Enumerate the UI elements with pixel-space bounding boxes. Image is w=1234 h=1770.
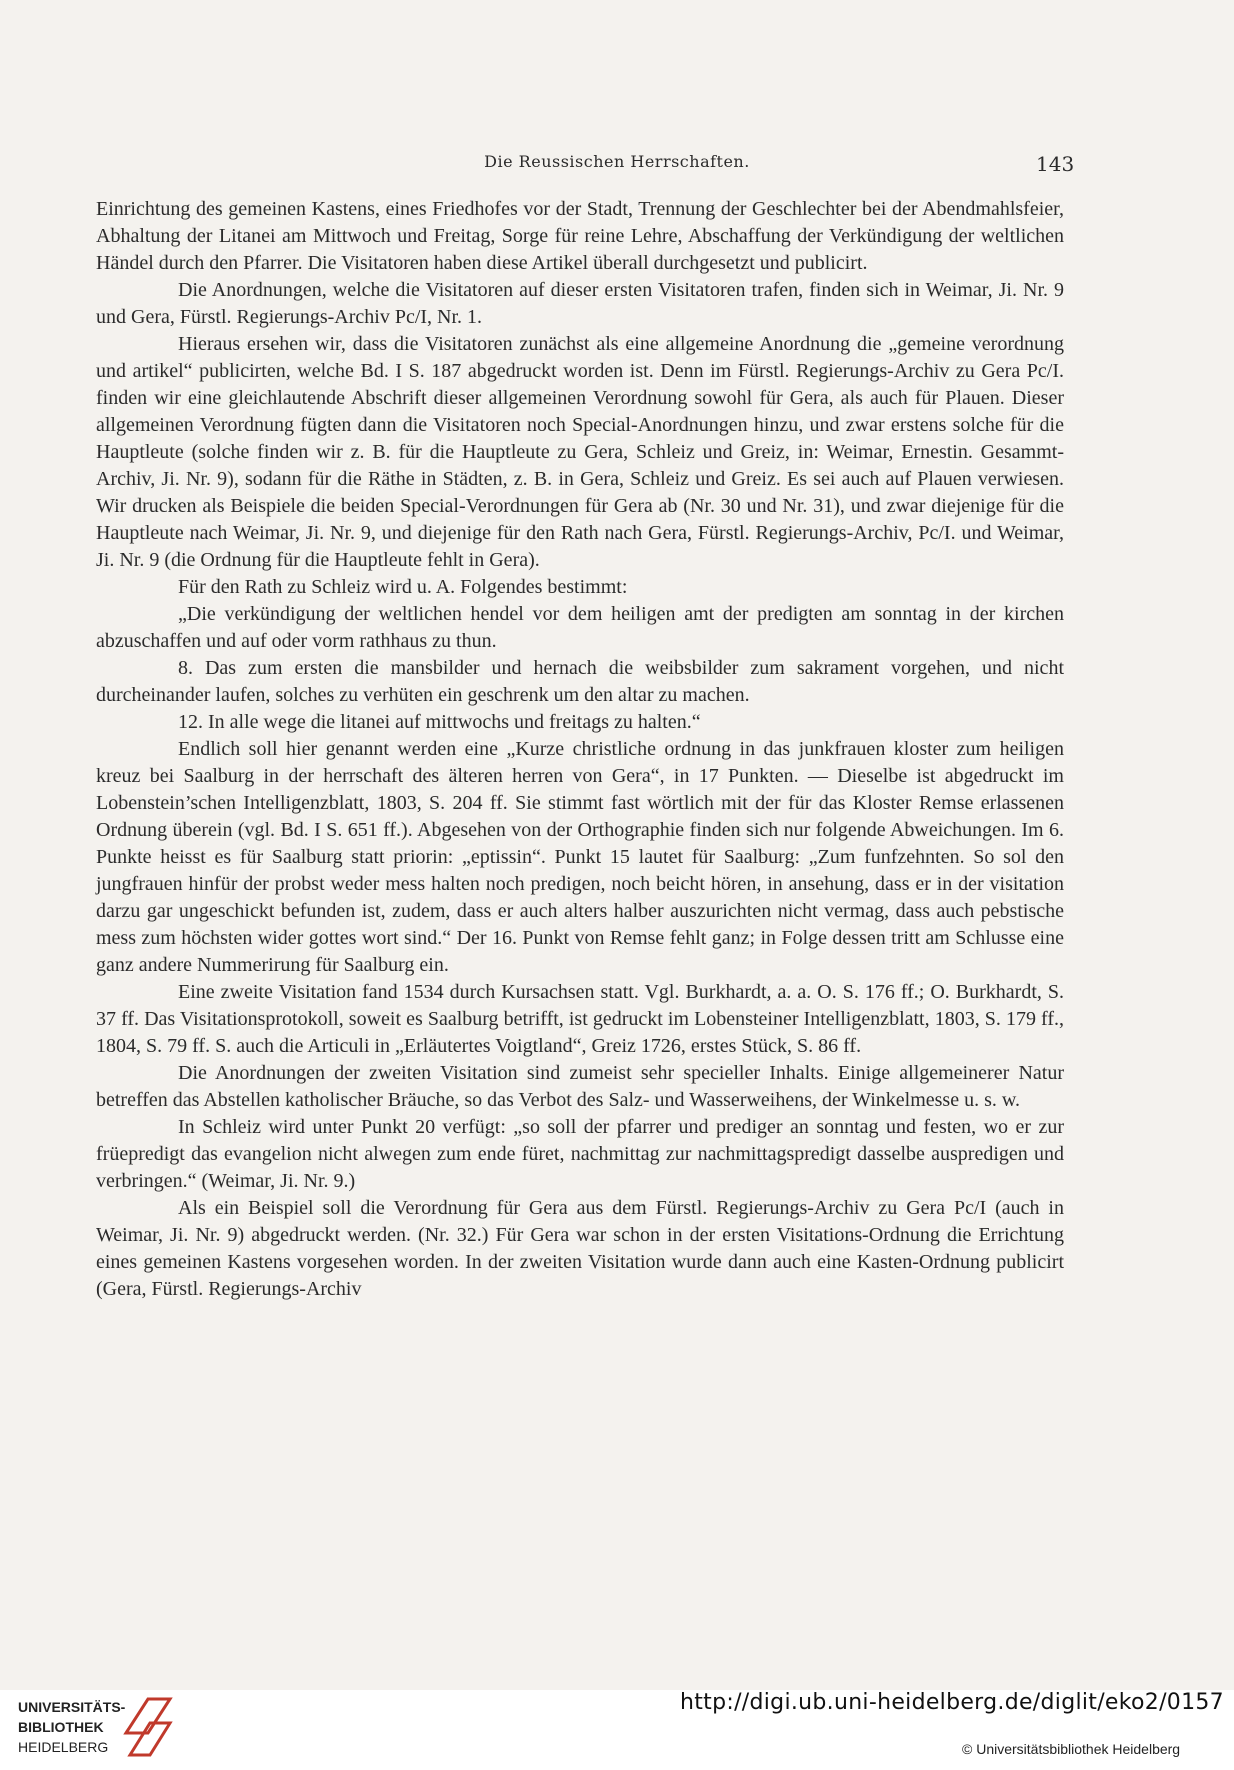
copyright-notice: © Universitätsbibliothek Heidelberg (962, 1741, 1181, 1757)
paragraph: Endlich soll hier genannt werden eine „Kurze christliche ordnung in das junkfrauen kloster zum heiligen kreuz bei Saalburg in der herrschaft des älteren herren von Gera“, in 17 Punkten. — Dieselbe ist abgedruckt im Lobenstein’schen Intelligenzblatt, 1803, S. 204 ff. Sie stimmt fast wörtlich mit der für das Kloster Remse erlassenen Ordnung überein (vgl. Bd. I S. 651 ff.). Abgesehen von der Orthographie finden sich nur folgende Abweichungen. Im 6. Punkte heisst es für Saalburg statt priorin: „eptissin“. Punkt 15 lautet für Saalburg: „Zum funfzehnten. So sol den jungfrauen hinfür der probst weder mess halten noch predigen, noch beicht hören, in ansehung, dass er in der visitation darzu gar ungeschickt befunden ist, zudem, dass er auch alters halber auszurichten nicht vermag, dass auch pebstische mess zum höchsten wider gottes wort sind.“ Der 16. Punkt von Remse fehlt ganz; in Folge dessen tritt am Schlusse eine ganz andere Nummerirung für Saalburg ein. (96, 738, 1064, 976)
paragraph: Die Anordnungen der zweiten Visitation sind zumeist sehr specieller Inhalts. Einige allgemeinerer Natur betreffen das Abstellen katholischer Bräuche, so das Verbot des Salz- und Wasserweihens, der Winkelmesse u. s. w. (96, 1062, 1064, 1111)
library-name-line: HEIDELBERG (18, 1739, 109, 1755)
library-logo[interactable] (18, 1697, 125, 1757)
paragraph: 8. Das zum ersten die mansbilder und hernach die weibsbilder zum sakrament vorgehen, und nicht durcheinander laufen, solches zu verhüten ein geschrenk um den altar zu machen. (96, 657, 1064, 706)
paragraph: Die Anordnungen, welche die Visitatoren auf dieser ersten Visitatoren trafen, finden sich in Weimar, Ji. Nr. 9 und Gera, Fürstl. Regierungs-Archiv Pc/I, Nr. 1. (96, 279, 1064, 328)
permalink-url[interactable]: http://digi.ub.uni-heidelberg.de/diglit/eko2/0157 (680, 1690, 1224, 1715)
library-name-line: UNIVERSITÄTS- (18, 1699, 126, 1715)
paragraph: In Schleiz wird unter Punkt 20 verfügt: „so soll der pfarrer und prediger an sonntag und festen, wo er zur früepredigt das evangelion nicht alwegen zum ende füret, nachmittag zur nachmittagspredigt dasselbe auspredigen und verbringen.“ (Weimar, Ji. Nr. 9.) (96, 1116, 1064, 1192)
paragraph: Hieraus ersehen wir, dass die Visitatoren zunächst als eine allgemeine Anordnung die „gemeine verordnung und artikel“ publicirten, welche Bd. I S. 187 abgedruckt worden ist. Denn im Fürstl. Regierungs-Archiv zu Gera Pc/I. finden wir eine gleichlautende Abschrift dieser allgemeinen Verordnung sowohl für Gera, als auch für Plauen. Dieser allgemeinen Verordnung fügten dann die Visitatoren noch Special-Anordnungen hinzu, und zwar erstens solche für die Hauptleute (solche finden wir z. B. für die Hauptleute zu Gera, Schleiz und Greiz, in: Weimar, Ernestin. Gesammt-Archiv, Ji. Nr. 9), sodann für die Räthe in Städten, z. B. in Gera, Schleiz und Greiz. Es sei auch auf Plauen verwiesen. Wir drucken als Beispiele die beiden Special-Verordnungen für Gera ab (Nr. 30 und Nr. 31), und zwar diejenige für die Hauptleute nach Weimar, Ji. Nr. 9, und diejenige für den Rath nach Gera, Fürstl. Regierungs-Archiv, Pc/I. und Weimar, Ji. Nr. 9 (die Ordnung für die Hauptleute fehlt in Gera). (96, 333, 1064, 571)
running-title: Die Reussischen Herrschaften. (484, 152, 750, 171)
library-emblem-icon (120, 1693, 176, 1761)
paragraph: „Die verkündigung der weltlichen hendel vor dem heiligen amt der predigten am sonntag in der kirchen abzuschaffen und auf oder vorm rathhaus zu thun. (96, 603, 1064, 652)
library-name-line: BIBLIOTHEK (18, 1719, 104, 1735)
paragraph: Als ein Beispiel soll die Verordnung für Gera aus dem Fürstl. Regierungs-Archiv zu Gera Pc/I (auch in Weimar, Ji. Nr. 9) abgedruckt werden. (Nr. 32.) Für Gera war schon in der ersten Visitations-Ordnung die Errichtung eines gemeinen Kastens vorgesehen worden. In der zweiten Visitation wurde dann auch eine Kasten-Ordnung publicirt (Gera, Fürstl. Regierungs-Archiv (96, 1197, 1064, 1300)
paragraph: Einrichtung des gemeinen Kastens, eines Friedhofes vor der Stadt, Trennung der Geschlechter bei der Abendmahlsfeier, Abhaltung der Litanei am Mittwoch und Freitag, Sorge für reine Lehre, Abschaffung der Verkündigung der weltlichen Händel durch den Pfarrer. Die Visitatoren haben diese Artikel überall durchgesetzt und publicirt. (96, 198, 1064, 274)
body-text (96, 196, 1064, 1303)
page-number: 143 (1036, 152, 1075, 176)
paragraph: 12. In alle wege die litanei auf mittwochs und freitags zu halten.“ (178, 711, 701, 733)
paragraph: Für den Rath zu Schleiz wird u. A. Folgendes bestimmt: (178, 576, 628, 598)
paragraph: Eine zweite Visitation fand 1534 durch Kursachsen statt. Vgl. Burkhardt, a. a. O. S. 176 ff.; O. Burkhardt, S. 37 ff. Das Visitationsprotokoll, soweit es Saalburg betrifft, ist gedruckt im Lobensteiner Intelligenzblatt, 1803, S. 179 ff., 1804, S. 79 ff. S. auch die Articuli in „Erläutertes Voigtland“, Greiz 1726, erstes Stück, S. 86 ff. (96, 981, 1064, 1057)
